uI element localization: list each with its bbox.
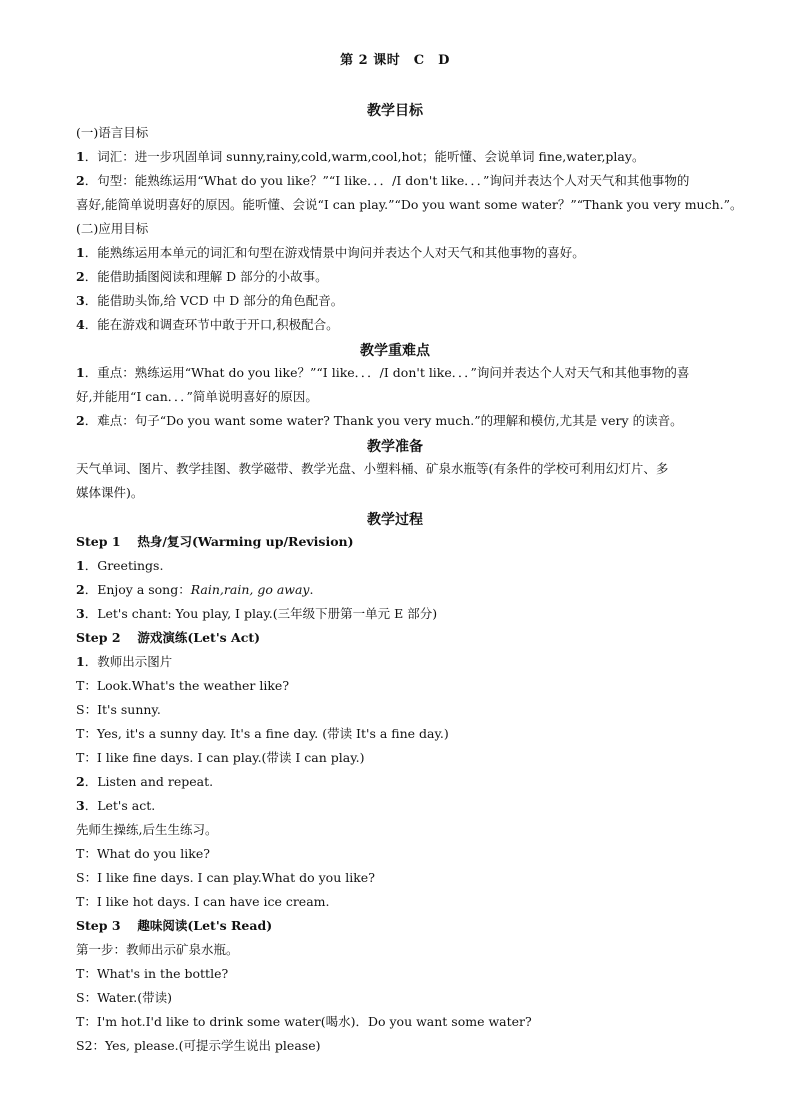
dialogue-line: T：What's in the bottle? <box>76 966 229 981</box>
item-number: 3 <box>76 293 85 308</box>
step-1-item-2 <box>76 581 313 599</box>
item-text: ．能熟练运用本单元的词汇和句型在游戏情景中询问并表达个人对天气和其他事物的喜好。 <box>84 245 585 260</box>
lang-goal-2-cont: 喜好,能简单说明喜好的原因。能听懂、会说“I can play.”“Do you want some water？”“Thank you very much.”。 <box>76 197 743 212</box>
lesson-header: 第 2 课时 C D <box>340 53 450 68</box>
step-1-heading: Step 1 热身/复习(Warming up/Revision) <box>76 534 354 549</box>
step-3-first-step: 第一步：教师出示矿泉水瓶。 <box>76 942 239 957</box>
step-2-item-2 <box>76 773 213 791</box>
item-text: ．Greetings. <box>84 558 164 573</box>
item-number: 1 <box>76 654 85 669</box>
dialogue-line: T：I like hot days. I can have ice cream. <box>76 894 330 909</box>
dialogue-line: S2：Yes, please.(可提示学生说出 please) <box>76 1038 321 1053</box>
item-text: ．Let's act. <box>84 798 156 813</box>
item-text: ．句型：能熟练运用“What do you like？”“I like．．．/I don't like．．．”询问并表达个人对天气和其他事物的 <box>84 173 690 188</box>
item-number: 3 <box>76 606 85 621</box>
item-text-end: . <box>309 582 314 597</box>
item-text: ．Listen and repeat. <box>84 774 214 789</box>
app-goal-2 <box>76 268 328 286</box>
lang-goal-2 <box>76 172 689 190</box>
dialogue-line: T：I like fine days. I can play.(带读 I can play.) <box>76 750 365 765</box>
dialogue-line: T：Look.What's the weather like? <box>76 678 290 693</box>
lang-goals-title: (一)语言目标 <box>76 125 149 140</box>
item-text: ．能借助插图阅读和理解 D 部分的小故事。 <box>84 269 328 284</box>
key-point-2 <box>76 412 683 430</box>
app-goals-title: (二)应用目标 <box>76 221 149 236</box>
step-1-item-1 <box>76 557 163 575</box>
item-number: 2 <box>76 774 85 789</box>
item-text: ．Enjoy a song： <box>84 582 191 597</box>
item-text: ．难点：句子“Do you want some water? Thank you very much.”的理解和模仿,尤其是 very 的读音。 <box>84 413 683 428</box>
item-number: 2 <box>76 173 85 188</box>
item-text: ．能借助头饰,给 VCD 中 D 部分的角色配音。 <box>84 293 344 308</box>
item-number: 1 <box>76 245 85 260</box>
practice-note: 先师生操练,后生生练习。 <box>76 822 218 837</box>
item-text: ．词汇：进一步巩固单词 sunny,rainy,cold,warm,cool,hot；能听懂、会说单词 fine,water,play。 <box>84 149 645 164</box>
dialogue-line: S：Water.(带读) <box>76 990 173 1005</box>
song-title: Rain,rain, go away <box>190 582 310 597</box>
dialogue-line: S：I like fine days. I can play.What do you like? <box>76 870 375 885</box>
step-2-heading: Step 2 游戏演练(Let's Act) <box>76 630 261 645</box>
step-3-heading: Step 3 趣味阅读(Let's Read) <box>76 918 273 933</box>
step-2-item-1 <box>76 653 172 671</box>
dialogue-line: T：Yes, it's a sunny day. It's a fine day. (带读 It's a fine day.) <box>76 726 449 741</box>
item-text: ．教师出示图片 <box>84 654 173 669</box>
key-point-1 <box>76 364 689 382</box>
dialogue-line: S：It's sunny. <box>76 702 161 717</box>
step-2-item-3 <box>76 797 155 815</box>
item-number: 3 <box>76 798 85 813</box>
item-text: ．Let's chant: You play, I play.(三年级下册第一单元 E 部分) <box>84 606 438 621</box>
preparation-text-cont: 媒体课件)。 <box>76 485 144 500</box>
step-1-item-3 <box>76 605 437 623</box>
item-number: 1 <box>76 558 85 573</box>
section-title-process: 教学过程 <box>367 512 423 528</box>
section-title-key-points: 教学重难点 <box>360 343 430 359</box>
key-point-1-cont: 好,并能用“I can．．．”简单说明喜好的原因。 <box>76 389 318 404</box>
item-number: 2 <box>76 413 85 428</box>
section-title-goals: 教学目标 <box>367 103 423 119</box>
app-goal-1 <box>76 244 585 262</box>
item-number: 1 <box>76 149 85 164</box>
item-text: ．重点：熟练运用“What do you like？”“I like．．．/I don't like．．．”询问并表达个人对天气和其他事物的喜 <box>84 365 690 380</box>
lang-goal-1 <box>76 148 644 166</box>
dialogue-line: T：I'm hot.I'd like to drink some water(喝水)．Do you want some water? <box>76 1014 532 1029</box>
item-number: 4 <box>76 317 85 332</box>
item-number: 2 <box>76 582 85 597</box>
app-goal-4 <box>76 316 339 334</box>
app-goal-3 <box>76 292 343 310</box>
preparation-text: 天气单词、图片、教学挂图、教学磁带、教学光盘、小塑料桶、矿泉水瓶等(有条件的学校可利用幻灯片、多 <box>76 461 669 476</box>
item-number: 1 <box>76 365 85 380</box>
section-title-preparation: 教学准备 <box>367 439 423 455</box>
item-text: ．能在游戏和调查环节中敢于开口,积极配合。 <box>84 317 339 332</box>
dialogue-line: T：What do you like? <box>76 846 210 861</box>
item-number: 2 <box>76 269 85 284</box>
